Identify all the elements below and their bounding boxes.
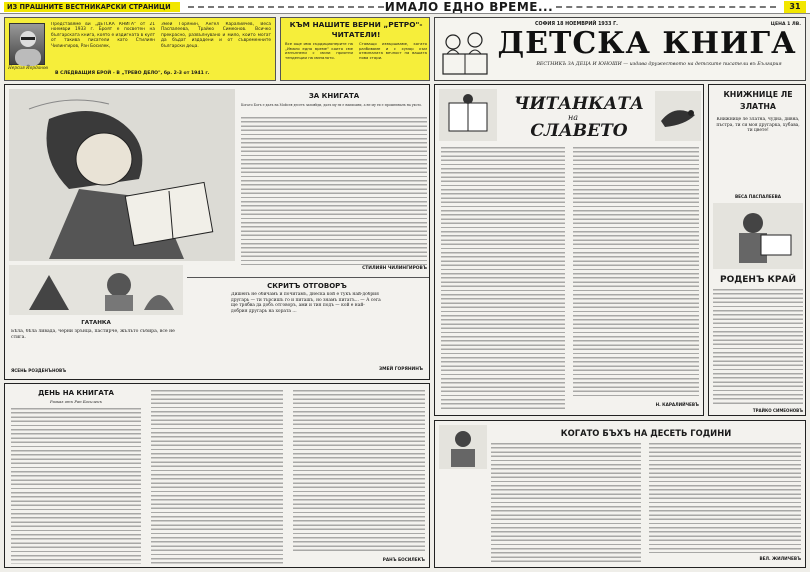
masthead-date: СОФИЯ 18 НОЕМВРИЙ 1933 Г. [535, 22, 618, 27]
readers-col-1: Все още има сърдиционерите на „Имало едно време" които сме изпълнени с мили приятни тенденции на миналото. [285, 42, 353, 61]
kogato-illustration [439, 425, 487, 469]
roden-krai-title: РОДЕНЪ КРАЙ [720, 275, 796, 285]
right-column [708, 84, 806, 416]
gatanka-text: Бѣла, бѣла ливада, черни зрънца, пастирче, жълъто събира, все не стига. [11, 329, 175, 340]
chitankata-author: Н. КАРАЛИЙЧЕВЪ [655, 402, 699, 407]
chitankata-col-2 [573, 147, 699, 397]
knizhitse-title: КНИЖНИЦЕ ЛЕ ЗЛАТНА [723, 90, 793, 111]
readers-panel [280, 17, 430, 81]
skrit-otgovor-poem: Дишенъ не обичамъ и почитамъ, днеска кой е тукъ най-добрия другарь — ти търсишъ го и питашъ, но знамъ питатъ... — А сега ще трябва да добъ отговоръ, ами и тия подъ — кой е най-добрия другарь на хората ... [231, 292, 381, 314]
za-knigata-title: ЗА КНИГАТА [308, 92, 360, 100]
kogato-block [434, 420, 806, 568]
reading-girl-illustration [9, 89, 235, 261]
knizhitse-poem: Книжнице ле златна, чудна, дивна, пъстра, ти си моя другарка, хубава, ти цвете! [716, 117, 800, 134]
masthead [434, 17, 806, 81]
masthead-illustration [439, 24, 491, 78]
den-na-knigata-block [4, 383, 430, 568]
next-issue-line: В СЛЕДВАЩИЯ БРОЙ - В „ТРЕВО ДЕЛО", бр. 2-3 от 1941 г. [55, 71, 210, 76]
top-bar-rule-left [188, 6, 384, 8]
chitankata-title-3: СЛАВЕТО [530, 121, 628, 141]
gatanka-illustration [9, 265, 183, 315]
kogato-col-2 [649, 443, 801, 553]
top-bar-rule-right [556, 6, 776, 8]
top-bar-label: ИЗ ПРАШНИТЕ ВЕСТНИКАРСКИ СТРАНИЦИ [4, 2, 180, 12]
den-na-knigata-author: РАНЪ БОСИЛЕКЪ [382, 557, 425, 562]
chitankata-illustration [439, 89, 497, 141]
kogato-col-1 [491, 443, 641, 563]
skrit-otgovor-box [187, 277, 429, 377]
za-knigata-author: СТИЛИЯН ЧИЛИНГИРОВЪ [362, 266, 427, 271]
skrit-otgovor-author: ЗМЕЙ ГОРЯНИНЪ [379, 367, 423, 372]
left-block [4, 84, 430, 380]
gatanka-author: ЯСЕНЬ РОЗДЕНЪНОВЪ [11, 368, 67, 373]
roden-krai-body [713, 289, 803, 405]
chitankata-bird-illustration [655, 91, 701, 141]
boy-reading-illustration [713, 203, 803, 269]
roden-krai-author: ТРАЙКО СИМЕОНОВЪ [752, 408, 803, 413]
den-na-knigata-title: ДЕНЬ НА КНИГАТА [38, 389, 114, 397]
za-knigata-lead: Когато Богъ е далъ на Мойсея десетъ заповѣди, далъ му ги е написани, а не му ги е прошепналъ на ухото. [241, 103, 423, 107]
knizhitse-author: ВЕСА ПАСПАЛЕЕВА [734, 194, 782, 199]
readers-title: КЪМ НАШИТЕ ВЕРНИ „РЕТРО"- ЧИТАТЕЛИ! [289, 20, 423, 39]
masthead-title: ДЕТСКА КНИГА [497, 26, 797, 61]
den-na-knigata-col-2 [151, 390, 283, 564]
kogato-author: ВЕЛ. ЖИЛИЧЕВЪ [759, 556, 801, 561]
page-number: 31 [784, 1, 806, 13]
chitankata-block [434, 84, 704, 416]
readers-col-2: Ставащо извършваме, когато разбиваме и с хумор към отминалата вечност на вашата нова стари. [359, 42, 427, 61]
masthead-price: ЦЕНА 1 ЛВ. [770, 22, 801, 27]
intro-panel [4, 17, 276, 81]
author-photo [9, 23, 45, 65]
chitankata-title-2: на [567, 113, 579, 122]
top-bar-title: ИМАЛО ЕДНО ВРЕМЕ... [384, 0, 554, 14]
kogato-title: КОГАТО БЪХЪ НА ДЕСЕТЬ ГОДИНИ [560, 428, 732, 438]
skrit-otgovor-title: СКРИТЪ ОТГОВОРЪ [267, 282, 347, 290]
masthead-subtitle: ВЕСТНИКЪ ЗА ДЕЦА И ЮНОШИ — издава дружеството на детските писатели въ България [536, 62, 782, 67]
chitankata-col-1 [441, 147, 565, 409]
intro-text-2: Змей Горянин, Ангел Каралийчев, Веса Паспалеева, Трайко Симеонов. Всичко прекрасно, развълнувано и мило, които могат да бъдат издадени и от съвременните български деца. [161, 22, 271, 49]
author-caption: Нерсия Йорданов [8, 65, 48, 70]
den-na-knigata-subtitle: Разказ отъ Ран Босилекъ [50, 399, 102, 404]
den-na-knigata-col-1 [11, 408, 141, 564]
intro-text: Представяме ви „ДЕТСКА КНИГА" от 21 ноември 1933 г. Броят е посветен на българската книга, която е издигната в култ от такива писатели като Стилиян Чилингиров, Ран Босилек, [51, 22, 155, 49]
den-na-knigata-col-3 [293, 390, 425, 554]
chitankata-title-1: ЧИТАНКАТА [514, 94, 644, 114]
gatanka-title: ГАТАНКА [81, 320, 111, 326]
za-knigata-body [241, 117, 427, 265]
top-bar [0, 0, 810, 14]
